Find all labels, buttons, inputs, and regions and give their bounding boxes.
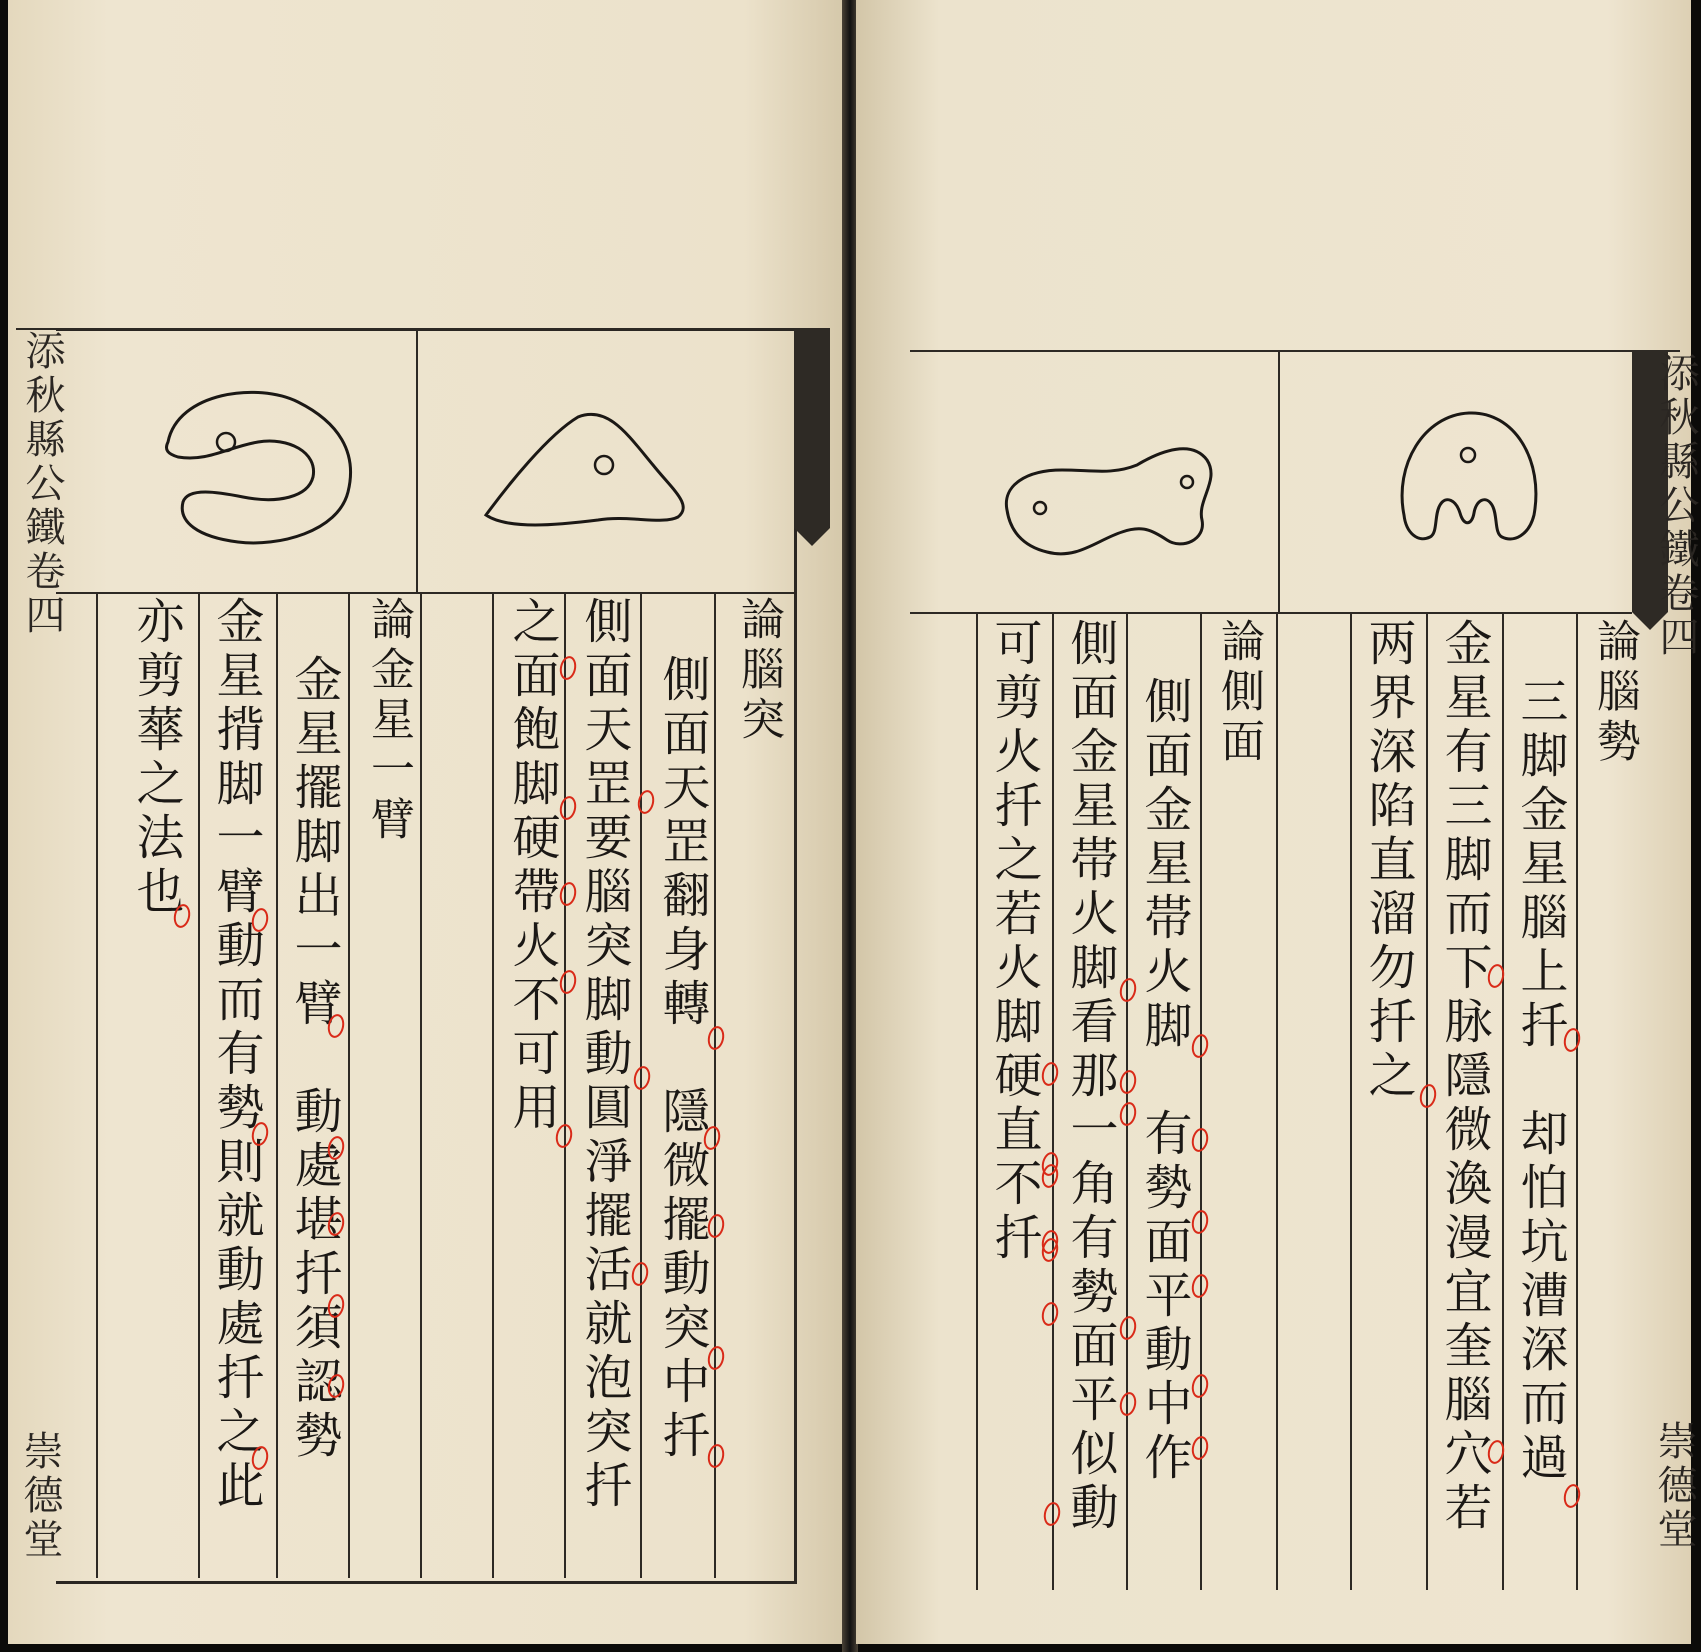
left-col-rule [198,594,200,1578]
right-page [856,0,1699,1644]
left-figure-divider [56,592,794,594]
naotu-line-1: 側面天罡翻身轉 隱微擺動突中扦 [654,654,710,1464]
shape-blob-dots [992,440,1222,570]
right-col-rule [1052,614,1054,1590]
left-col-rule [714,594,716,1578]
right-col-rule [976,614,978,1590]
left-col-rule [96,594,98,1578]
right-figure-divider [910,612,1632,614]
left-margin-title: 添秋縣公鐵卷四 [19,330,65,638]
jinxing-line-3: 亦剪蕐之法也 [128,596,184,920]
naoshi-title: 論腦勢 [1589,618,1640,768]
naotu-line-2: 側面天罡要腦突脚動圓淨擺活就泡突扦 [576,596,632,1514]
left-printer: 崇德堂 [17,1430,63,1562]
naoshi-line-3: 两界深陷直溜勿扦之 [1360,618,1416,1104]
jinxing-line-1: 金星擺脚出一臂 動處堪扦須認勢 [286,654,342,1464]
jinxing-title: 論金星一臂 [363,596,414,846]
naoshi-line-2: 金星有三脚而下脉隱微渙漫宜奎腦穴若 [1436,618,1492,1536]
left-col-rule [420,594,422,1578]
shape-triangle-dot [478,405,698,535]
left-figure-split [416,330,418,592]
cemian-line-1: 側面金星帯火脚 有勢面平動中作 [1136,676,1192,1486]
right-figure-split [1278,352,1280,612]
left-col-rule [564,594,566,1578]
punctuation-mark [1040,1301,1061,1328]
right-col-rule [1350,614,1352,1590]
shape-arch-dot [1394,405,1544,555]
left-col-rule [492,594,494,1578]
cemian-line-2: 側面金星帯火脚看那一角有勢面平似動 [1062,618,1118,1536]
shape-hook [148,382,388,562]
left-page [8,0,844,1644]
naotu-line-3: 之面飽脚硬帶火不可用 [504,596,560,1136]
right-margin-title: 添秋縣公鐵卷四 [1653,352,1699,660]
jinxing-line-2: 金星揹脚一臂動而有勢則就動處扦之此 [208,596,264,1514]
naoshi-line-1: 三脚金星腦上扦 却怕坑漕深而過 [1512,676,1568,1486]
naotu-title: 論腦突 [733,596,784,746]
left-fold-bar [794,328,830,528]
left-col-rule [348,594,350,1578]
right-top-rule [910,350,1680,352]
right-col-rule [1276,614,1278,1590]
cemian-title: 論側面 [1213,618,1264,768]
right-printer: 崇德堂 [1651,1420,1697,1552]
left-fishtail-mark [794,528,830,546]
left-col-rule [276,594,278,1578]
cemian-line-3: 可剪火扦之若火脚硬直不扦 [986,618,1042,1266]
left-top-rule [16,328,794,330]
punctuation-mark [1562,1483,1583,1510]
right-col-rule [1576,614,1578,1590]
